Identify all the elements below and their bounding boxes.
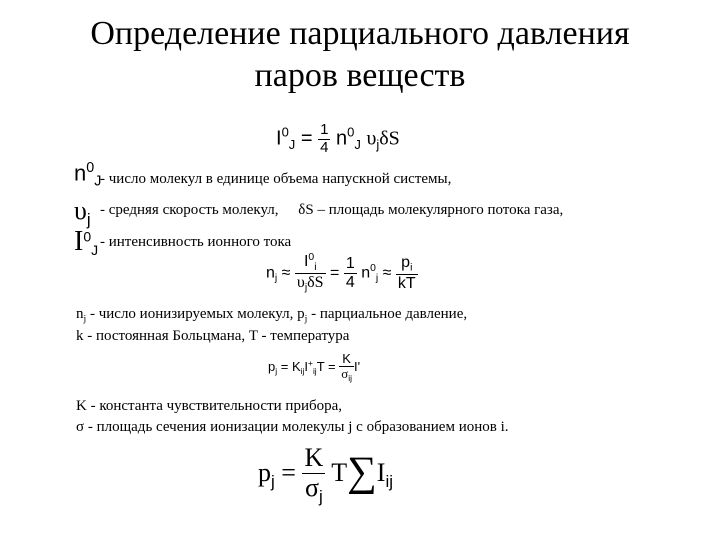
para-text: - парциальное давление,: [307, 306, 468, 322]
formula-symbol: I: [276, 127, 282, 150]
formula-symbol: I: [304, 359, 308, 375]
def-symbol-v: [74, 196, 91, 230]
formula-sub: j: [275, 366, 278, 377]
formula-fraction: [344, 255, 357, 291]
formula-symbol: p: [401, 253, 411, 271]
para-ionized-molecules: [76, 305, 467, 328]
formula-pressure-sensitivity: [268, 352, 360, 384]
formula-symbol: n: [266, 264, 275, 282]
formula-sup: +: [308, 358, 313, 369]
formula-symbol: K: [76, 398, 87, 414]
formula-sub: j: [274, 273, 278, 285]
fraction-numerator: [396, 254, 418, 275]
formula-symbol: υ: [366, 127, 377, 150]
para-boltzmann: [76, 327, 349, 345]
slide-title-line1: Определение парциального давления: [90, 15, 630, 52]
formula-sup: 0: [370, 263, 376, 275]
def-text-I0: - интенсивность ионного тока: [100, 234, 292, 250]
para-text: - константа чувствительности прибора,: [86, 398, 343, 414]
formula-partial-pressure: [258, 444, 393, 506]
para-text: .: [504, 419, 509, 435]
formula-sub: J: [354, 136, 361, 152]
formula-symbol: i: [500, 419, 505, 435]
para-text: - температура: [257, 328, 350, 344]
formula-operator: =: [281, 458, 296, 488]
formula-sub: j: [304, 313, 308, 325]
formula-symbol: p: [258, 458, 271, 488]
def-text: – площадь молекулярного потока газа,: [313, 202, 564, 218]
formula-sub: j: [83, 313, 87, 325]
formula-fraction: [396, 254, 418, 293]
formula-symbol: υ: [296, 274, 305, 292]
formula-sub: j: [304, 282, 308, 294]
formula-sub: J: [288, 136, 296, 152]
formula-symbol: δS: [298, 202, 314, 218]
fraction-denominator: 4: [345, 273, 355, 291]
formula-symbol: σ: [76, 419, 85, 435]
formula-symbol: I: [74, 226, 84, 257]
para-sensitivity-constant: [76, 397, 342, 415]
formula-symbol: υ: [74, 196, 87, 225]
formula-sup: 0: [347, 124, 355, 140]
formula-sub: j: [86, 209, 91, 229]
def-text: - средняя скорость молекул,: [100, 202, 279, 218]
formula-sub: J: [91, 241, 99, 258]
fraction-numerator: K: [304, 443, 324, 472]
formula-symbol: n: [361, 264, 371, 282]
para-text: - площадь сечения ионизации молекулы: [84, 419, 345, 435]
fraction-denominator: [295, 274, 326, 294]
formula-symbol: I: [376, 458, 386, 488]
formula-symbol: δS: [307, 274, 324, 292]
formula-operator: =: [328, 359, 336, 375]
formula-sub: ij: [385, 471, 393, 491]
formula-symbol: n: [76, 306, 84, 322]
formula-operator: ≈: [382, 264, 392, 282]
para-text: - постоянная Больцмана,: [83, 328, 246, 344]
formula-symbol: σ: [304, 472, 319, 502]
fraction-numerator: K: [339, 352, 354, 367]
fraction-denominator: [302, 474, 325, 507]
formula-operator: =: [300, 127, 313, 150]
formula-symbol: σ: [341, 366, 349, 382]
formula-symbol: I': [354, 359, 361, 375]
fraction-numerator: [295, 252, 326, 274]
formula-fraction: [339, 352, 354, 384]
formula-symbol: K: [291, 359, 301, 375]
formula-sub: ij: [300, 366, 305, 377]
fraction-denominator: 4: [320, 138, 329, 156]
formula-sub: j: [318, 486, 323, 506]
formula-sup: 0: [83, 228, 92, 245]
def-text-v: [100, 201, 563, 219]
formula-symbol: δS: [379, 127, 400, 150]
formula-sub: i: [410, 262, 413, 274]
formula-sup: 0: [86, 160, 95, 176]
formula-sub: j: [375, 273, 379, 285]
formula-symbol: j: [348, 419, 353, 435]
formula-symbol: T: [331, 458, 348, 488]
formula-sub: ij: [312, 366, 317, 377]
para-cross-section: [76, 418, 509, 436]
formula-fraction: [302, 444, 325, 506]
formula-symbol: T: [248, 328, 258, 344]
formula-fraction: [295, 252, 326, 294]
para-text: - число ионизируемых молекул,: [86, 306, 294, 322]
formula-operator: =: [280, 359, 289, 375]
fraction-denominator: [339, 367, 354, 383]
formula-symbol: n: [74, 160, 87, 186]
fraction-numerator: 1: [345, 255, 355, 273]
formula-sub: j: [376, 136, 380, 152]
formula-ion-current: [276, 122, 400, 156]
formula-symbol: n: [336, 127, 348, 150]
formula-sub: i: [314, 261, 317, 273]
formula-symbol: I: [303, 253, 309, 271]
def-symbol-n0: [74, 160, 101, 190]
formula-concentration: [266, 252, 418, 294]
formula-sub: ij: [348, 373, 353, 384]
formula-symbol: p: [268, 359, 276, 375]
fraction-numerator: 1: [320, 121, 329, 138]
formula-symbol: T: [316, 359, 325, 375]
formula-sub: j: [271, 471, 275, 491]
para-text: с образованием ионов: [352, 419, 497, 435]
slide-title-line2: паров веществ: [254, 57, 466, 94]
formula-sup: 0: [308, 252, 315, 263]
formula-operator: ≈: [281, 264, 291, 282]
def-text-n0: - число молекул в единице объема напускной системы,: [100, 171, 452, 187]
formula-symbol: k: [76, 328, 84, 344]
sum-symbol: ∑: [347, 448, 377, 495]
def-symbol-I0: [74, 226, 98, 258]
formula-sup: 0: [281, 124, 289, 140]
fraction-denominator: kT: [397, 274, 416, 292]
formula-sub: J: [94, 173, 102, 190]
formula-symbol: p: [297, 306, 305, 322]
formula-fraction: [318, 122, 330, 156]
formula-operator: =: [330, 264, 340, 282]
